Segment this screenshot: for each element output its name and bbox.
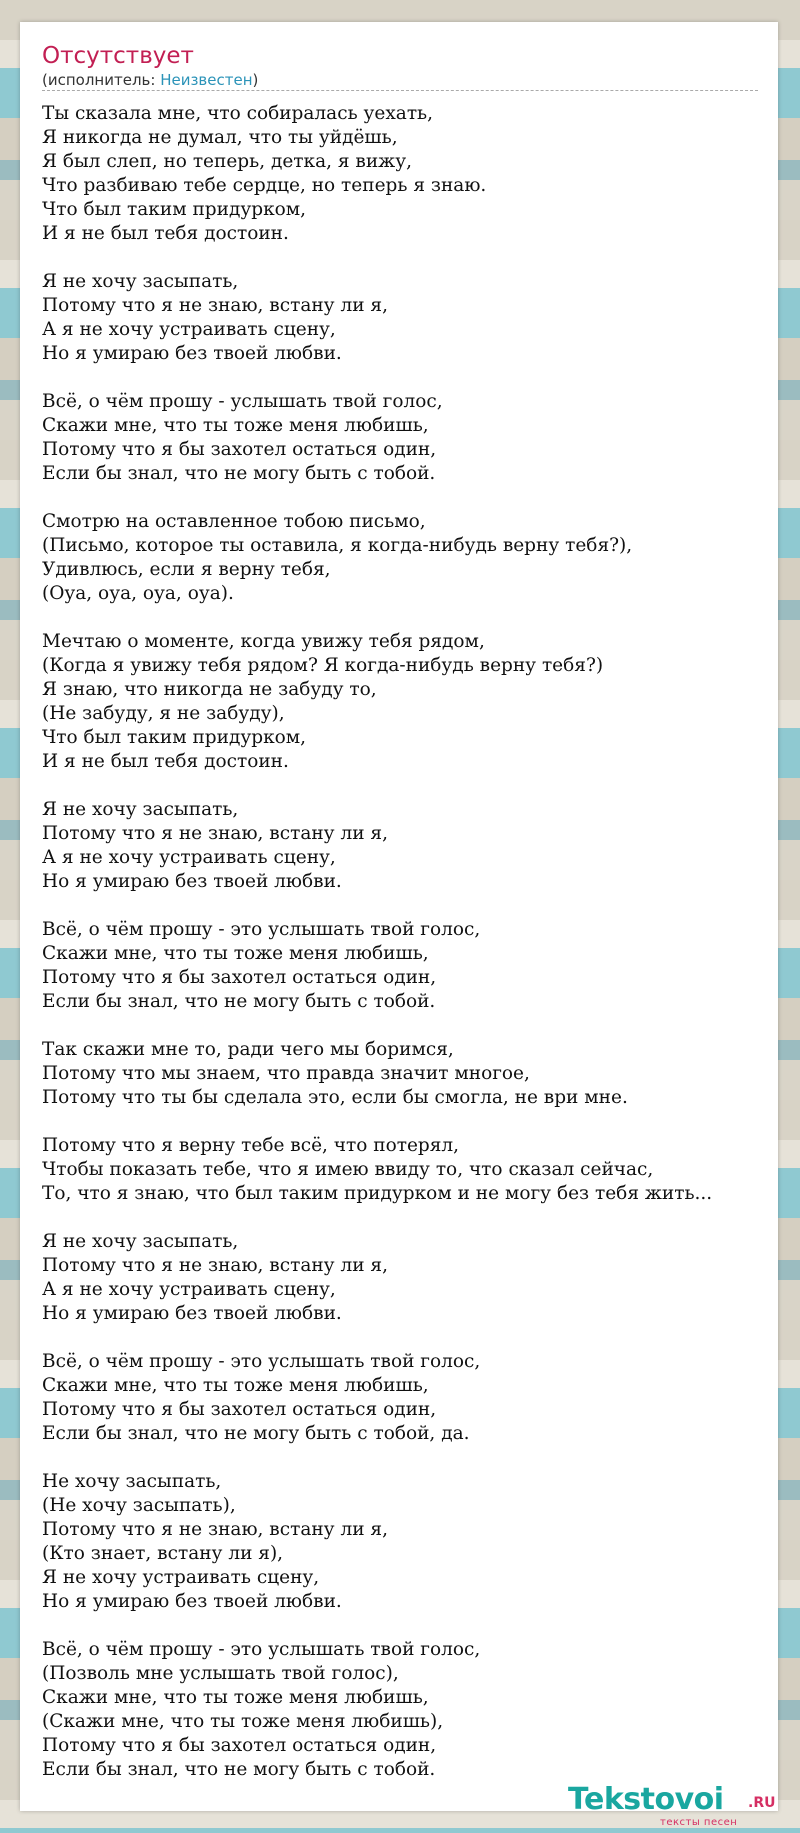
lyrics-line: Но я умираю без твоей любви. xyxy=(42,343,342,364)
lyrics-line: То, что я знаю, что был таким придурком и не могу без тебя жить... xyxy=(42,1183,713,1204)
lyrics-line: И я не был тебя достоин. xyxy=(42,751,289,772)
lyrics-stanza xyxy=(42,390,772,486)
lyrics-line: А я не хочу устраивать сцену, xyxy=(42,319,336,340)
lyrics-line: Что разбиваю тебе сердце, но теперь я знаю. xyxy=(42,175,487,196)
lyrics-line: Что был таким придурком, xyxy=(42,199,307,220)
lyrics-line: Потому что мы знаем, что правда значит многое, xyxy=(42,1063,530,1084)
lyrics-line: (Кто знает, встану ли я), xyxy=(42,1543,284,1564)
lyrics-line: Не хочу засыпать, xyxy=(42,1471,222,1492)
lyrics-line: Если бы знал, что не могу быть с тобой. xyxy=(42,991,436,1012)
lyrics-line: Скажи мне, что ты тоже меня любишь, xyxy=(42,943,429,964)
artist-suffix: ) xyxy=(252,71,259,89)
lyrics-stanza xyxy=(42,270,772,366)
lyrics-line: Всё, о чём прошу - услышать твой голос, xyxy=(42,391,443,412)
lyrics-line: (Не забуду, я не забуду), xyxy=(42,703,285,724)
artist-line xyxy=(42,71,258,89)
lyrics-line: Потому что ты бы сделала это, если бы смогла, не ври мне. xyxy=(42,1087,628,1108)
lyrics-line: Но я умираю без твоей любви. xyxy=(42,871,342,892)
lyrics-card xyxy=(20,22,778,1828)
lyrics-line: А я не хочу устраивать сцену, xyxy=(42,847,336,868)
lyrics-text xyxy=(42,102,772,1806)
lyrics-stanza xyxy=(42,102,772,246)
lyrics-line: Скажи мне, что ты тоже меня любишь, xyxy=(42,415,429,436)
lyrics-line: Потому что я верну тебе всё, что потерял, xyxy=(42,1135,460,1156)
logo-wordmark: Tekstovoi xyxy=(568,1782,724,1817)
lyrics-line: Потому что я бы захотел остаться один, xyxy=(42,1735,437,1756)
lyrics-line: Я не хочу устраивать сцену, xyxy=(42,1567,320,1588)
logo-tagline: тексты песен xyxy=(660,1817,738,1828)
lyrics-line: Но я умираю без твоей любви. xyxy=(42,1591,342,1612)
lyrics-stanza xyxy=(42,1470,772,1614)
song-title: Отсутствует xyxy=(42,43,194,69)
lyrics-line: Всё, о чём прошу - это услышать твой голос, xyxy=(42,919,481,940)
lyrics-line: (Позволь мне услышать твой голос), xyxy=(42,1663,399,1684)
lyrics-line: Если бы знал, что не могу быть с тобой. xyxy=(42,1759,436,1780)
lyrics-stanza xyxy=(42,1038,772,1110)
lyrics-line: Потому что я бы захотел остаться один, xyxy=(42,967,437,988)
lyrics-line: И я не был тебя достоин. xyxy=(42,223,289,244)
title-divider xyxy=(42,90,758,91)
lyrics-line: (Письмо, которое ты оставила, я когда-нибудь верну тебя?), xyxy=(42,535,633,556)
lyrics-line: Я знаю, что никогда не забуду то, xyxy=(42,679,377,700)
lyrics-line: Если бы знал, что не могу быть с тобой. xyxy=(42,463,436,484)
lyrics-line: Я не хочу засыпать, xyxy=(42,1231,239,1252)
lyrics-line: Чтобы показать тебе, что я имею ввиду то, что сказал сейчас, xyxy=(42,1159,654,1180)
lyrics-stanza xyxy=(42,510,772,606)
lyrics-line: Всё, о чём прошу - это услышать твой голос, xyxy=(42,1639,481,1660)
lyrics-line: Потому что я не знаю, встану ли я, xyxy=(42,1255,388,1276)
lyrics-stanza xyxy=(42,1350,772,1446)
lyrics-stanza xyxy=(42,630,772,774)
lyrics-line: Так скажи мне то, ради чего мы боримся, xyxy=(42,1039,454,1060)
lyrics-line: Скажи мне, что ты тоже меня любишь, xyxy=(42,1687,429,1708)
lyrics-line: (Скажи мне, что ты тоже меня любишь), xyxy=(42,1711,444,1732)
lyrics-line: Но я умираю без твоей любви. xyxy=(42,1303,342,1324)
lyrics-line: Потому что я не знаю, встану ли я, xyxy=(42,1519,388,1540)
lyrics-line: Всё, о чём прошу - это услышать твой голос, xyxy=(42,1351,481,1372)
lyrics-line: Потому что я бы захотел остаться один, xyxy=(42,439,437,460)
lyrics-line: Потому что я бы захотел остаться один, xyxy=(42,1399,437,1420)
lyrics-line: Удивлюсь, если я верну тебя, xyxy=(42,559,331,580)
lyrics-line: (Оуа, оуа, оуа, оуа). xyxy=(42,583,234,604)
lyrics-line: Что был таким придурком, xyxy=(42,727,307,748)
lyrics-stanza xyxy=(42,1134,772,1206)
lyrics-stanza xyxy=(42,1230,772,1326)
logo-domain: .RU xyxy=(748,1795,776,1811)
lyrics-line: (Когда я увижу тебя рядом? Я когда-нибудь верну тебя?) xyxy=(42,655,604,676)
lyrics-line: Я не хочу засыпать, xyxy=(42,799,239,820)
lyrics-line: Мечтаю о моменте, когда увижу тебя рядом, xyxy=(42,631,485,652)
lyrics-line: (Не хочу засыпать), xyxy=(42,1495,236,1516)
lyrics-line: Я никогда не думал, что ты уйдёшь, xyxy=(42,127,398,148)
lyrics-line: Ты сказала мне, что собиралась уехать, xyxy=(42,103,434,124)
artist-prefix: (исполнитель: xyxy=(42,71,161,89)
lyrics-line: А я не хочу устраивать сцену, xyxy=(42,1279,336,1300)
lyrics-line: Потому что я не знаю, встану ли я, xyxy=(42,295,388,316)
artist-link[interactable]: Неизвестен xyxy=(160,71,253,89)
lyrics-stanza xyxy=(42,918,772,1014)
lyrics-line: Смотрю на оставленное тобою письмо, xyxy=(42,511,426,532)
lyrics-line: Если бы знал, что не могу быть с тобой, да. xyxy=(42,1423,470,1444)
lyrics-stanza xyxy=(42,798,772,894)
site-logo[interactable] xyxy=(568,1782,788,1832)
lyrics-line: Я был слеп, но теперь, детка, я вижу, xyxy=(42,151,412,172)
lyrics-line: Потому что я не знаю, встану ли я, xyxy=(42,823,388,844)
lyrics-stanza xyxy=(42,1638,772,1782)
lyrics-line: Я не хочу засыпать, xyxy=(42,271,239,292)
lyrics-line: Скажи мне, что ты тоже меня любишь, xyxy=(42,1375,429,1396)
